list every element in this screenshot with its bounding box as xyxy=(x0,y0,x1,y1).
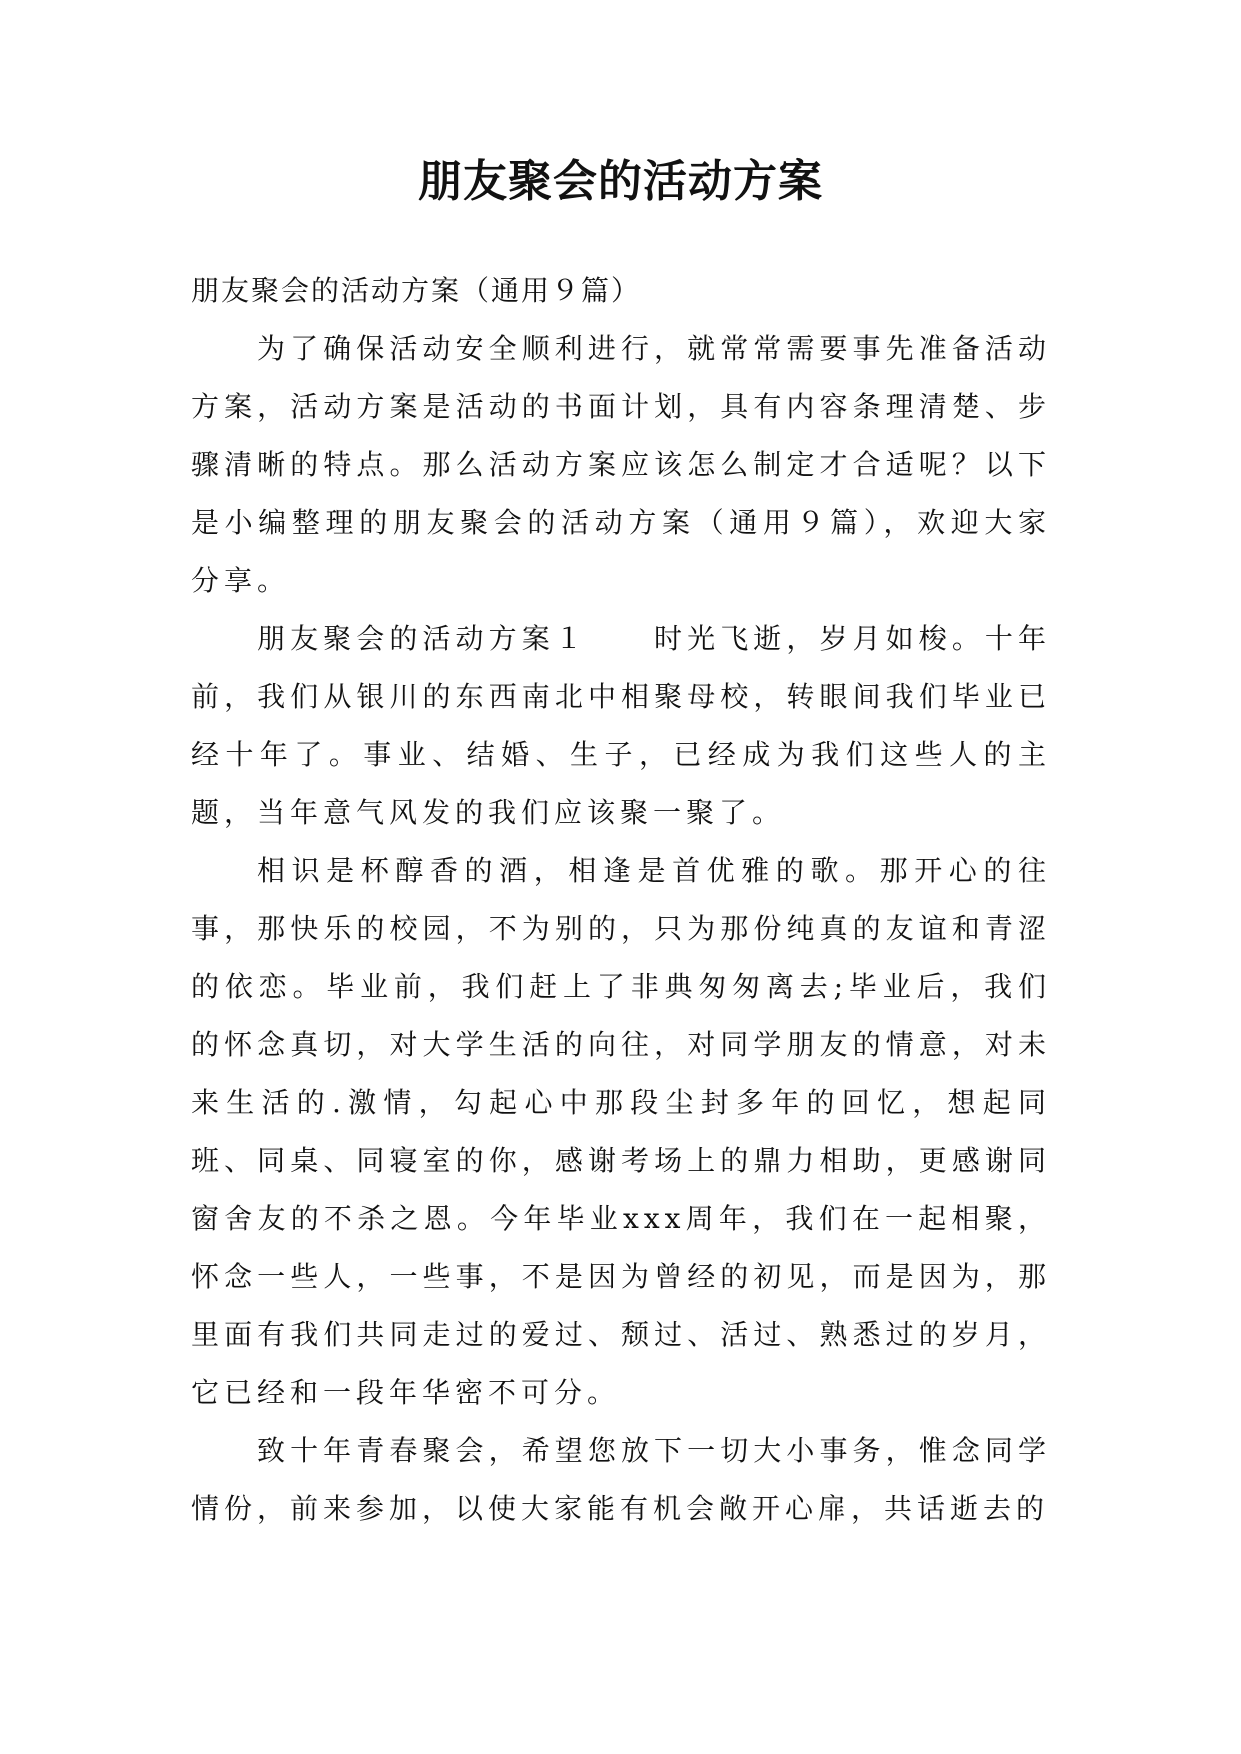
document-body xyxy=(191,262,1051,1538)
document-subtitle: 朋友聚会的活动方案（通用９篇） xyxy=(191,274,642,307)
paragraph-memories: 相识是杯醇香的酒，相逢是首优雅的歌。那开心的往事，那快乐的校园，不为别的，只为那份纯真的友谊和青涩的依恋。毕业前，我们赶上了非典匆匆离去;毕业后，我们的怀念真切，对大学生活的向往，对同学朋友的情意，对未来生活的.激情，勾起心中那段尘封多年的回忆，想起同班、同桌、同寝室的你，感谢考场上的鼎力相助，更感谢同窗舍友的不杀之恩。今年毕业xxx周年，我们在一起相聚，怀念一些人，一些事，不是因为曾经的初见，而是因为，那里面有我们共同走过的爱过、颓过、活过、熟悉过的岁月，它已经和一段年华密不可分。 xyxy=(191,854,1051,1409)
document-title: 朋友聚会的活动方案 xyxy=(418,156,823,207)
paragraph-plan-1: 朋友聚会的活动方案１ 时光飞逝，岁月如梭。十年前，我们从银川的东西南北中相聚母校，转眼间我们毕业已经十年了。事业、结婚、生子，已经成为我们这些人的主题，当年意气风发的我们应该聚一聚了。 xyxy=(191,622,1051,829)
paragraph-invitation: 致十年青春聚会，希望您放下一切大小事务，惟念同学情份，前来参加，以使大家能有机会敞开心扉，共话逝去的 xyxy=(191,1434,1051,1525)
paragraph-intro: 为了确保活动安全顺利进行，就常常需要事先准备活动方案，活动方案是活动的书面计划，具有内容条理清楚、步骤清晰的特点。那么活动方案应该怎么制定才合适呢？以下是小编整理的朋友聚会的活动方案（通用９篇），欢迎大家分享。 xyxy=(191,332,1051,597)
